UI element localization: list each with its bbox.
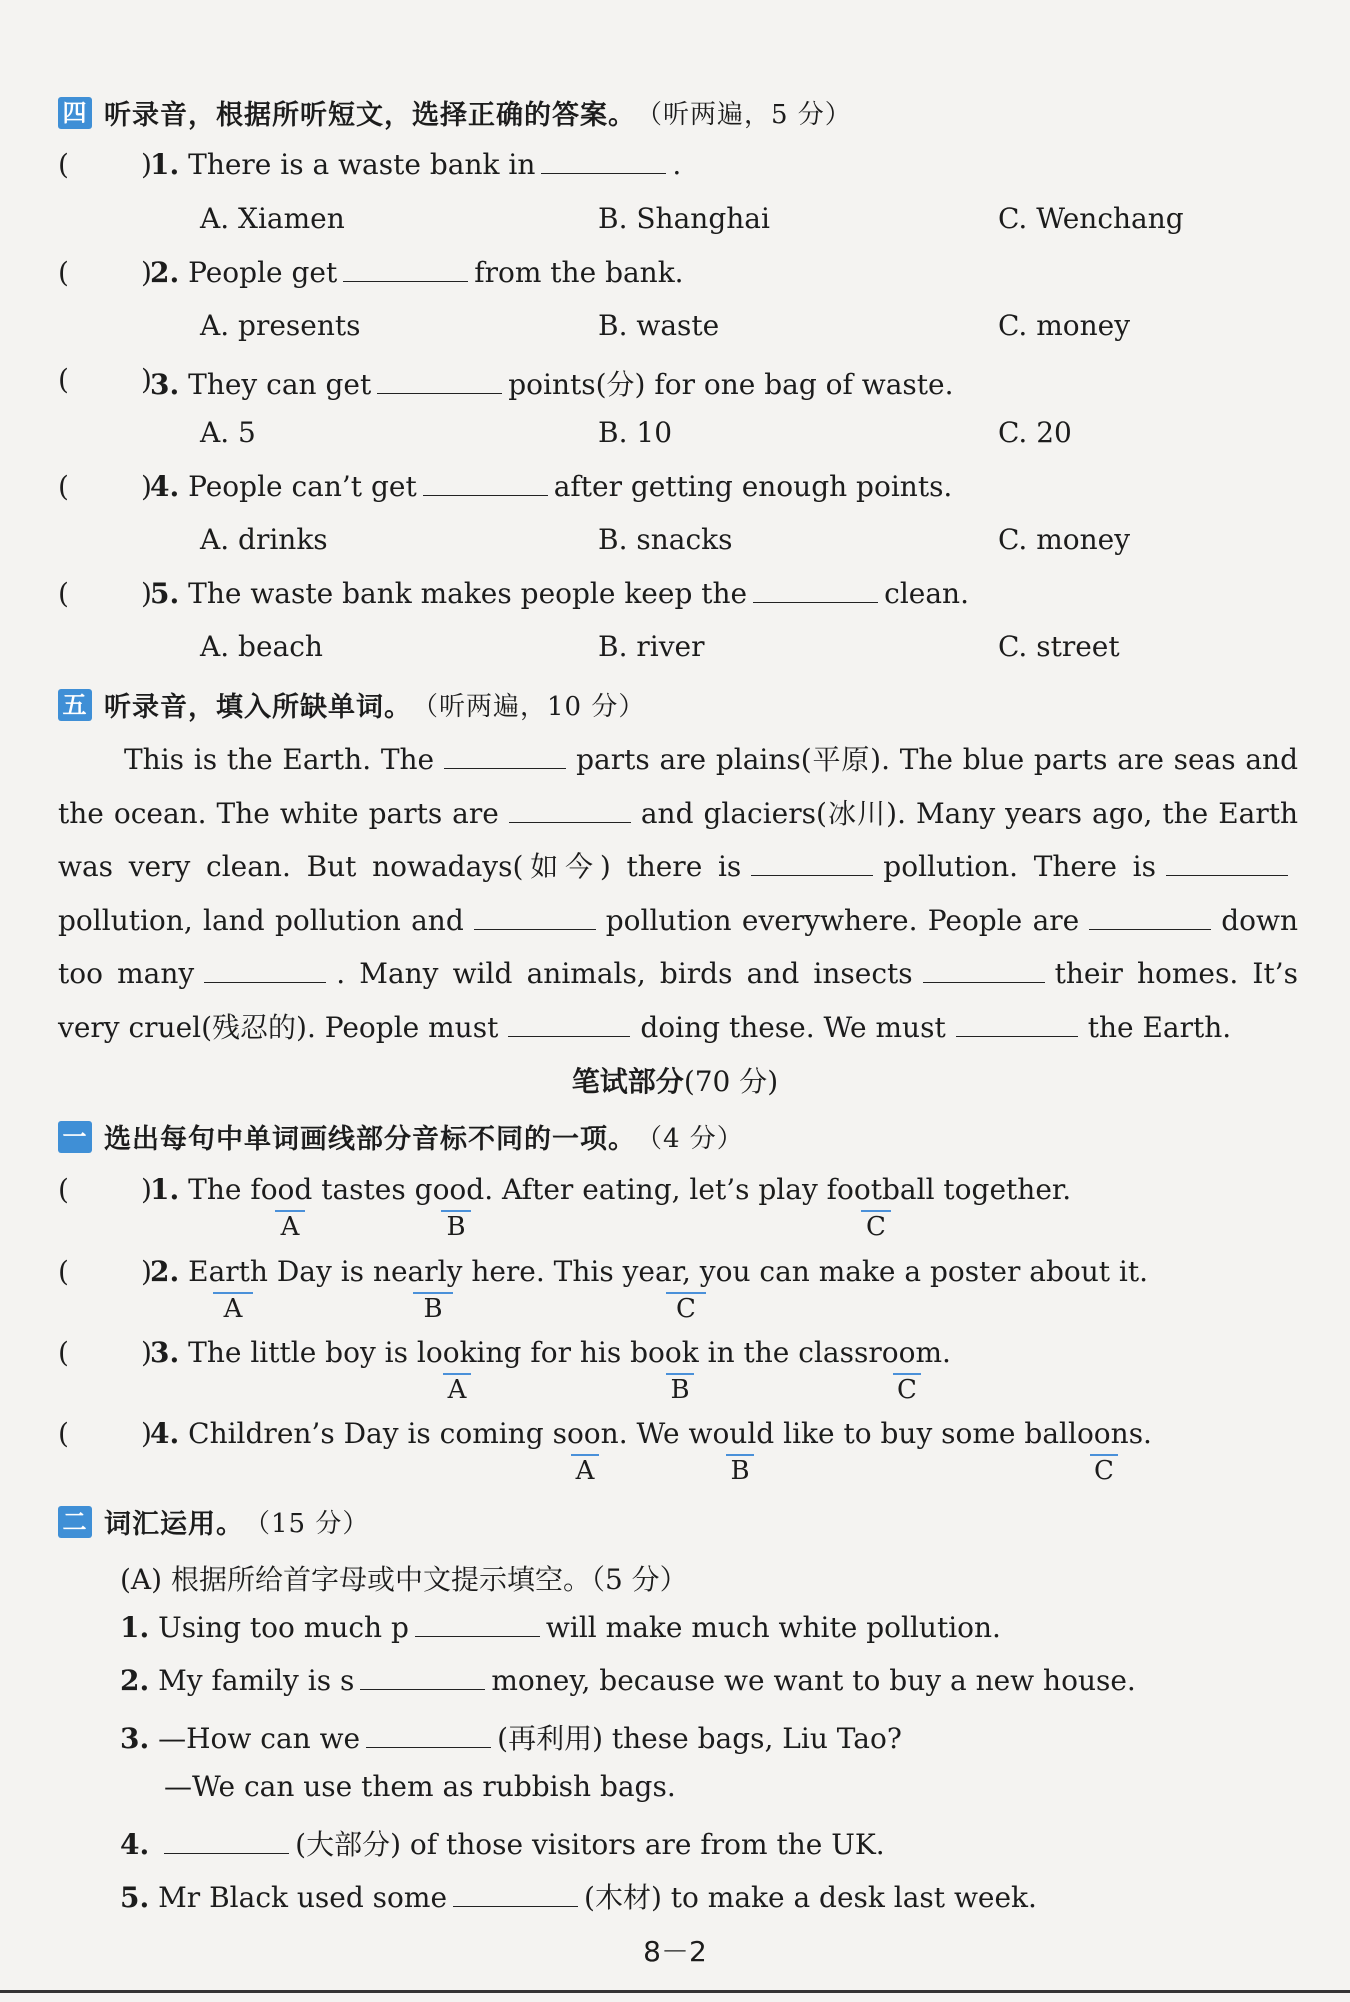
answer-paren[interactable]: ( ) xyxy=(58,470,152,503)
section-note: （4 分） xyxy=(636,1124,744,1154)
vocab-item-3: 3. —How can we (再利用) these bags, Liu Tao? xyxy=(120,1722,902,1755)
section-badge: 一 xyxy=(58,1121,92,1153)
vocab-item-3-reply: —We can use them as rubbish bags. xyxy=(164,1770,676,1803)
cloze-paragraph: This is the Earth. The parts are plains(平原). The blue parts are seas and the ocean. The white parts are and glaciers(冰川). Many years ago, the Earth was very clean. But nowadays(如今) there is pollution. There ispollution, land pollution and pollution everywhere. People are down too many . Many wild animals, birds and insects their homes. It’s very cruel(残忍的). People must doing these. We must the Earth. xyxy=(58,743,1299,1044)
vocab-item-1: 1. Using too much p will make much white pollution. xyxy=(120,1611,1001,1644)
section-note: （听两遍，5 分） xyxy=(636,100,852,130)
answer-blank[interactable] xyxy=(751,851,873,876)
question-5: 5. The waste bank makes people keep the clean. xyxy=(150,577,969,610)
choice-label-c: C xyxy=(1090,1454,1118,1486)
option-a[interactable]: A. drinks xyxy=(200,523,328,556)
section-badge: 五 xyxy=(58,689,92,721)
answer-blank[interactable] xyxy=(923,958,1045,983)
option-b[interactable]: B. river xyxy=(598,630,705,663)
option-c[interactable]: C. 20 xyxy=(998,416,1072,449)
question-2: 2. People get from the bank. xyxy=(150,256,684,289)
answer-blank[interactable] xyxy=(509,798,631,823)
option-b[interactable]: B. 10 xyxy=(598,416,673,449)
answer-paren[interactable]: ( ) xyxy=(58,1173,152,1206)
answer-blank[interactable] xyxy=(508,1012,630,1037)
section-note: （听两遍，10 分） xyxy=(412,692,646,722)
choice-label-b: B xyxy=(441,1210,471,1242)
section-title: 听录音，根据所听短文，选择正确的答案。 xyxy=(104,100,636,131)
choice-label-a: A xyxy=(213,1292,253,1324)
option-a[interactable]: A. Xiamen xyxy=(200,202,345,235)
answer-paren[interactable]: ( ) xyxy=(58,1417,152,1450)
choice-label-a: A xyxy=(571,1454,599,1486)
choice-label-c: C xyxy=(893,1373,921,1405)
answer-blank[interactable] xyxy=(956,1012,1078,1037)
option-b[interactable]: B. snacks xyxy=(598,523,733,556)
choice-label-b: B xyxy=(413,1292,453,1324)
section-2-heading xyxy=(58,1502,369,1541)
option-b[interactable]: B. waste xyxy=(598,309,720,342)
section-1-heading xyxy=(58,1117,744,1156)
choice-label-b: B xyxy=(726,1454,754,1486)
choice-label-a: A xyxy=(275,1210,305,1242)
answer-paren[interactable]: ( ) xyxy=(58,577,152,610)
choice-label-c: C xyxy=(666,1292,706,1324)
phonics-question-3: 3. The little boy is looking for his book in the classroom. xyxy=(150,1336,951,1369)
answer-blank[interactable] xyxy=(453,1882,578,1907)
answer-blank[interactable] xyxy=(1166,851,1288,876)
choice-label-a: A xyxy=(443,1373,471,1405)
question-4: 4. People can’t get after getting enough points. xyxy=(150,470,953,503)
answer-paren[interactable]: ( ) xyxy=(58,148,152,181)
option-a[interactable]: A. presents xyxy=(200,309,361,342)
vocab-item-2: 2. My family is s money, because we want to buy a new house. xyxy=(120,1664,1136,1697)
answer-paren[interactable]: ( ) xyxy=(58,1336,152,1369)
answer-blank[interactable] xyxy=(1089,905,1211,930)
page-number: 8－2 xyxy=(643,1935,707,1968)
answer-blank[interactable] xyxy=(541,149,666,174)
answer-blank[interactable] xyxy=(423,471,548,496)
option-c[interactable]: C. money xyxy=(998,523,1131,556)
question-3: 3. They can get points(分) for one bag of waste. xyxy=(150,368,954,401)
phonics-question-4: 4. Children’s Day is coming soon. We would like to buy some balloons. xyxy=(150,1417,1152,1450)
choice-label-b: B xyxy=(666,1373,694,1405)
bottom-rule xyxy=(0,1990,1350,1993)
section-title: 选出每句中单词画线部分音标不同的一项。 xyxy=(104,1124,636,1155)
answer-blank[interactable] xyxy=(343,257,468,282)
section-note: （15 分） xyxy=(244,1509,370,1539)
answer-blank[interactable] xyxy=(415,1612,540,1637)
option-a[interactable]: A. 5 xyxy=(200,416,256,449)
section-badge: 二 xyxy=(58,1506,92,1538)
answer-blank[interactable] xyxy=(366,1723,491,1748)
answer-paren[interactable]: ( ) xyxy=(58,363,152,396)
written-part-title: 笔试部分(70 分) xyxy=(571,1065,779,1098)
choice-label-c: C xyxy=(861,1210,891,1242)
answer-blank[interactable] xyxy=(444,744,566,769)
option-c[interactable]: C. street xyxy=(998,630,1120,663)
section-badge: 四 xyxy=(58,97,92,129)
option-a[interactable]: A. beach xyxy=(200,630,323,663)
part-a-instruction: (A) 根据所给首字母或中文提示填空。（5 分） xyxy=(120,1563,688,1596)
answer-blank[interactable] xyxy=(753,578,878,603)
vocab-item-4: 4. (大部分) of those visitors are from the UK. xyxy=(120,1828,885,1861)
answer-blank[interactable] xyxy=(360,1665,485,1690)
answer-blank[interactable] xyxy=(164,1829,289,1854)
answer-paren[interactable]: ( ) xyxy=(58,1255,152,1288)
answer-blank[interactable] xyxy=(377,369,502,394)
section-4-heading xyxy=(58,93,852,132)
answer-paren[interactable]: ( ) xyxy=(58,256,152,289)
section-title: 听录音，填入所缺单词。 xyxy=(104,692,412,723)
option-c[interactable]: C. Wenchang xyxy=(998,202,1184,235)
option-c[interactable]: C. money xyxy=(998,309,1131,342)
section-5-heading xyxy=(58,685,645,724)
vocab-item-5: 5. Mr Black used some (木材) to make a desk last week. xyxy=(120,1881,1037,1914)
option-b[interactable]: B. Shanghai xyxy=(598,202,770,235)
phonics-question-2: 2. Earth Day is nearly here. This year, you can make a poster about it. xyxy=(150,1255,1149,1288)
question-1: 1. There is a waste bank in . xyxy=(150,148,682,181)
section-title: 词汇运用。 xyxy=(104,1509,244,1540)
answer-blank[interactable] xyxy=(474,905,596,930)
phonics-question-1: 1. The food tastes good. After eating, let’s play football together. xyxy=(150,1173,1072,1206)
answer-blank[interactable] xyxy=(204,958,326,983)
